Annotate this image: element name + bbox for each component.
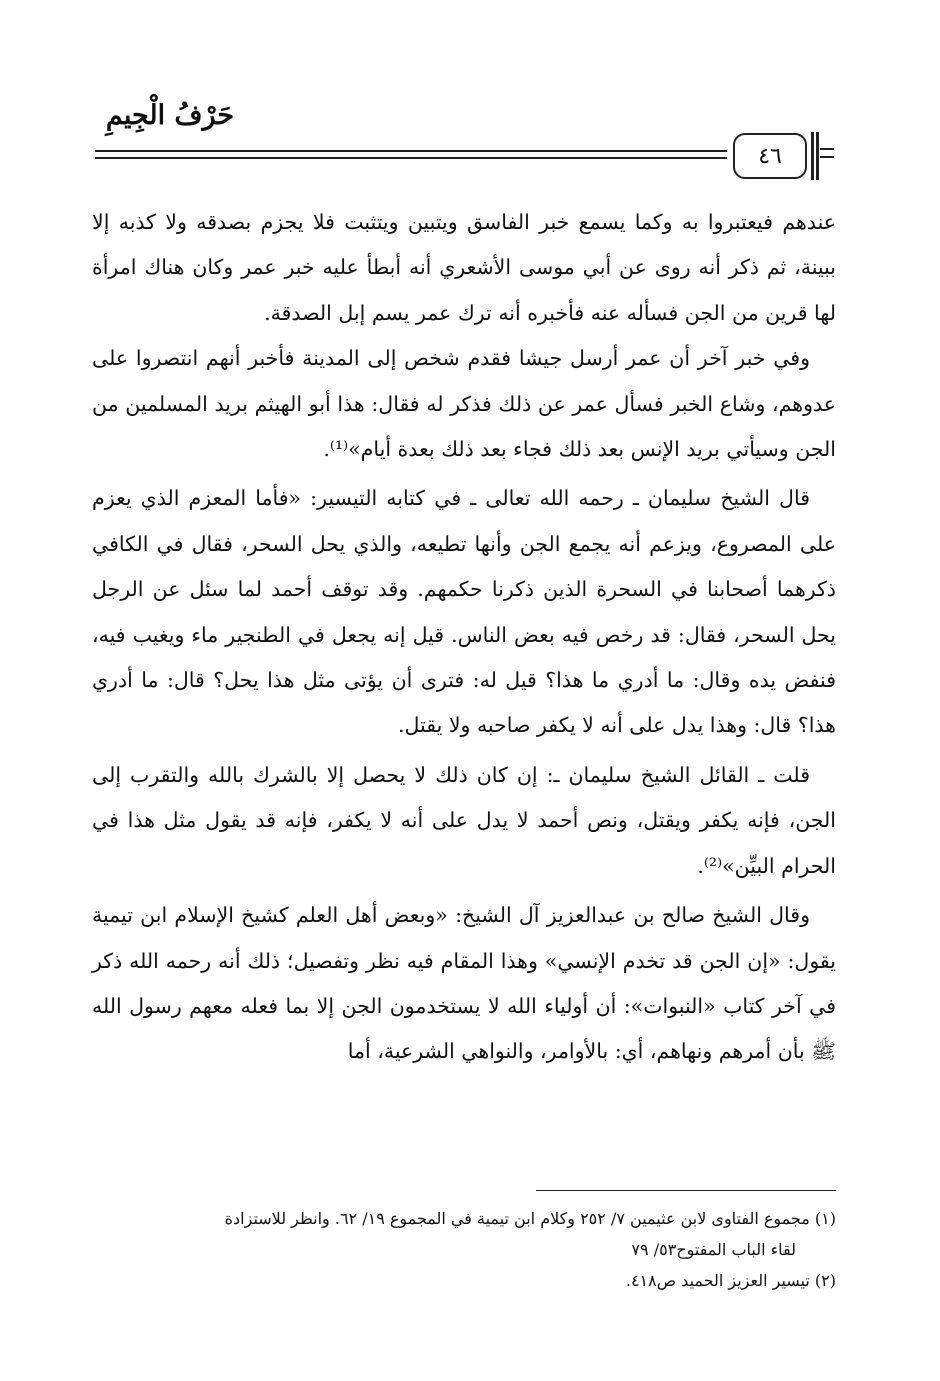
header-ornament-bar	[816, 132, 819, 180]
header-ornament-bar	[811, 132, 814, 180]
paragraph: وقال الشيخ صالح بن عبدالعزيز آل الشيخ: «وبعض أهل العلم كشيخ الإسلام ابن تيمية يقول: «إن الجن قد تخدم الإنسي» وهذا المقام فيه نظر وتفصيل؛ ذلك أنه رحمه الله ذكر في آخر كتاب «النبوات»: أن أولياء الله لا يستخدمون الجن إلا بما فعله معهم رسول الله ﷺ بأن أمرهم ونهاهم، أي: بالأوامر، والنواهي الشرعية، أما	[92, 903, 836, 1064]
header-rule-bottom	[95, 157, 727, 159]
paragraph: وفي خبر آخر أن عمر أرسل جيشا فقدم شخص إلى المدينة فأخبر أنهم انتصروا على عدوهم، وشاع الخبر فسأل عمر عن ذلك فذكر له فقال: هذا أبو الهيثم بريد المسلمين من الجن وسيأتي بريد الإنس بعد ذلك فجاء بعد ذلك بعدة أيام»⁽¹⁾.	[92, 346, 836, 462]
paragraph: عندهم فيعتبروا به وكما يسمع خبر الفاسق ويتبين ويتثبت فلا يجزم بصدقه ولا كذبه إلا ببينة، ثم ذكر أنه روى عن أبي موسى الأشعري أنه أبطأ عليه خبر عمر وكان هناك امرأة لها قرين من الجن فسأله عنه فأخبره أنه ترك عمر يسم إبل الصدقة.	[92, 210, 836, 325]
footnotes	[92, 1203, 836, 1296]
main-text	[92, 200, 836, 1075]
header-rule-top	[95, 150, 727, 152]
paragraph: قلت ـ القائل الشيخ سليمان ـ: إن كان ذلك لا يحصل إلا بالشرك بالله والتقرب إلى الجن، فإنه يكفر ويقتل، ونص أحمد لا يدل على أنه لا يكفر، فإنه قد يقول مثل هذا في الحرام البيِّن»⁽²⁾.	[92, 762, 836, 878]
footnote-separator	[536, 1190, 836, 1191]
page-number: ٤٦	[733, 133, 807, 179]
running-title: حَرْفُ الْجِيمِ	[105, 100, 235, 131]
paragraph: قال الشيخ سليمان ـ رحمه الله تعالى ـ في كتابه التيسير: «فأما المعزم الذي يعزم على المصروع، ويزعم أنه يجمع الجن وأنها تطيعه، والذي يحل السحر، فقال في الكافي ذكرهما أصحابنا في السحرة الذين ذكرنا حكمهم. وقد توقف أحمد لما سئل عن الرجل يحل السحر، فقال: قد رخص فيه بعض الناس. قيل إنه يجعل في الطنجير ماء ويغيب فيه، فنفض يده وقال: ما أدري ما هذا؟ قيل له: فترى أن يؤتى مثل هذا يحل؟ قال: ما أدري هذا؟ قال: وهذا يدل على أنه لا يكفر صاحبه ولا يقتل.	[92, 486, 836, 738]
header-ornament-mark	[820, 148, 834, 158]
footnote-1-continuation: لقاء الباب المفتوح٥٣/ ٧٩	[631, 1240, 796, 1259]
footnote-1: (١) مجموع الفتاوى لابن عثيمين ٧/ ٢٥٢ وكلام ابن تيمية في المجموع ١٩/ ٦٢. وانظر للاستزادة	[224, 1209, 836, 1228]
footnote-2: (٢) تيسير العزيز الحميد ص٤١٨.	[625, 1271, 836, 1290]
